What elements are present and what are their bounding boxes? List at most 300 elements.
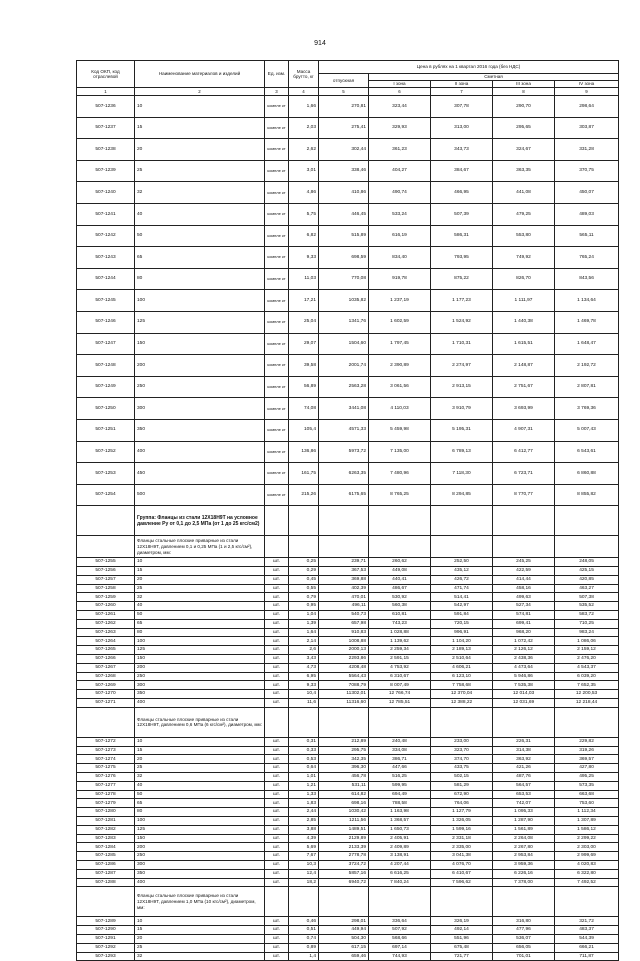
cell-unit: компле кт — [265, 419, 289, 441]
cell-mass: 3,88 — [289, 825, 319, 834]
cell-code: 507-1267 — [77, 663, 135, 672]
cell-name: 50 — [135, 611, 265, 620]
cell-name: 300 — [135, 860, 265, 869]
table-row — [77, 681, 619, 690]
cell-zone4: 666,21 — [555, 943, 619, 952]
cell-unit: шт. — [265, 934, 289, 943]
cell-code: 507-1290 — [77, 926, 135, 935]
cell-code: 507-1262 — [77, 619, 135, 628]
cell-zone2: 514,41 — [431, 593, 493, 602]
cell-zone4: 507,38 — [555, 593, 619, 602]
cell-name: 500 — [135, 484, 265, 506]
col-num: 9 — [555, 88, 619, 96]
cell-unit: шт. — [265, 869, 289, 878]
cell-release: 4571,33 — [319, 419, 369, 441]
cell-zone4: 369,57 — [555, 755, 619, 764]
cell-zone3: 2 438,36 — [493, 655, 555, 664]
cell-code: 507-1248 — [77, 355, 135, 377]
cell-release: 449,94 — [319, 926, 369, 935]
cell-mass: 161,75 — [289, 463, 319, 485]
cell-mass: 1,83 — [289, 799, 319, 808]
cell-code: 507-1284 — [77, 843, 135, 852]
cell-release: 496,11 — [319, 602, 369, 611]
cell-mass: 1,4 — [289, 952, 319, 961]
cell-unit: шт. — [265, 952, 289, 961]
cell-code: 507-1280 — [77, 808, 135, 817]
cell-release: 1504,60 — [319, 333, 369, 355]
header-release: отпускная — [319, 74, 369, 88]
table-row — [77, 376, 619, 398]
cell-unit: компле кт — [265, 96, 289, 118]
cell-release: 5857,16 — [319, 869, 369, 878]
cell-code: 507-1286 — [77, 860, 135, 869]
cell-zone4: 7 492,52 — [555, 878, 619, 887]
cell-zone2: 4 076,70 — [431, 860, 493, 869]
cell-zone4: 370,75 — [555, 160, 619, 182]
cell-release: 5973,72 — [319, 441, 369, 463]
table-row — [77, 611, 619, 620]
cell-zone4: 489,03 — [555, 203, 619, 225]
cell-zone4: 2 303,00 — [555, 843, 619, 852]
cell-zone1: 7 840,24 — [369, 878, 431, 887]
cell-code: 507-1249 — [77, 376, 135, 398]
cell-zone3: 363,35 — [493, 160, 555, 182]
cell-zone4: 843,56 — [555, 268, 619, 290]
cell-release: 11316,60 — [319, 699, 369, 708]
cell-mass: 2,03 — [289, 117, 319, 139]
table-row — [77, 952, 619, 961]
cell-name: 400 — [135, 878, 265, 887]
cell-empty — [369, 506, 431, 536]
cell-code: 507-1279 — [77, 799, 135, 808]
table-row — [77, 934, 619, 943]
cell-release: 1489,51 — [319, 825, 369, 834]
cell-zone1: 507,92 — [369, 926, 431, 935]
table-row — [77, 663, 619, 672]
cell-code: 507-1237 — [77, 117, 135, 139]
cell-code: 507-1285 — [77, 852, 135, 861]
cell-name: 32 — [135, 773, 265, 782]
cell-zone4: 565,11 — [555, 225, 619, 247]
table-row — [77, 790, 619, 799]
cell-code: 507-1268 — [77, 672, 135, 681]
cell-zone2: 492,14 — [431, 926, 493, 935]
cell-zone4: 535,52 — [555, 602, 619, 611]
col-num: 7 — [431, 88, 493, 96]
cell-zone3: 6 723,71 — [493, 463, 555, 485]
header-name: Наименование материалов и изделий — [135, 61, 265, 88]
cell-zone3: 441,08 — [493, 182, 555, 204]
table-row — [77, 333, 619, 355]
cell-mass: 0,51 — [289, 926, 319, 935]
cell-zone3: 2 751,67 — [493, 376, 555, 398]
cell-unit: шт. — [265, 943, 289, 952]
cell-code: 507-1241 — [77, 203, 135, 225]
cell-zone2: 2 274,97 — [431, 355, 493, 377]
cell-zone2: 426,72 — [431, 575, 493, 584]
cell-name: 40 — [135, 203, 265, 225]
cell-zone3: 324,67 — [493, 139, 555, 161]
cell-zone2: 875,22 — [431, 268, 493, 290]
cell-empty — [265, 707, 289, 737]
section-note-row — [77, 536, 619, 558]
cell-zone3: 487,76 — [493, 773, 555, 782]
cell-unit: шт. — [265, 699, 289, 708]
cell-name: 80 — [135, 808, 265, 817]
cell-zone4: 765,24 — [555, 247, 619, 269]
cell-empty — [493, 506, 555, 536]
cell-zone3: 290,70 — [493, 96, 555, 118]
cell-mass: 0,74 — [289, 934, 319, 943]
cell-mass: 0,31 — [289, 737, 319, 746]
cell-zone1: 12 785,51 — [369, 699, 431, 708]
cell-zone1: 329,93 — [369, 117, 431, 139]
cell-zone2: 7 596,62 — [431, 878, 493, 887]
cell-release: 338,46 — [319, 160, 369, 182]
cell-zone1: 1 163,98 — [369, 808, 431, 817]
cell-zone1: 490,74 — [369, 182, 431, 204]
cell-name: 350 — [135, 869, 265, 878]
cell-unit: шт. — [265, 628, 289, 637]
table-row — [77, 926, 619, 935]
cell-zone2: 3 910,79 — [431, 398, 493, 420]
cell-zone3: 479,25 — [493, 203, 555, 225]
cell-mass: 1,01 — [289, 773, 319, 782]
cell-mass: 0,79 — [289, 593, 319, 602]
cell-zone4: 2 159,12 — [555, 646, 619, 655]
cell-name: 25 — [135, 584, 265, 593]
cell-zone4: 663,68 — [555, 790, 619, 799]
cell-code: 507-1269 — [77, 681, 135, 690]
cell-name: 400 — [135, 699, 265, 708]
cell-code: 507-1254 — [77, 484, 135, 506]
header-price-title: Цена в рублях на 1 квартал 2016 года (без НДС) — [319, 61, 619, 74]
cell-mass: 2,14 — [289, 637, 319, 646]
cell-zone3: 2 953,84 — [493, 852, 555, 861]
cell-name: 20 — [135, 755, 265, 764]
table-row — [77, 843, 619, 852]
table-row — [77, 602, 619, 611]
table-row — [77, 203, 619, 225]
cell-mass: 25,04 — [289, 311, 319, 333]
cell-mass: 1,04 — [289, 611, 319, 620]
table-row — [77, 943, 619, 952]
cell-unit: шт. — [265, 655, 289, 664]
cell-zone1: 599,95 — [369, 781, 431, 790]
cell-zone2: 433,75 — [431, 764, 493, 773]
cell-zone4: 4 543,37 — [555, 663, 619, 672]
cell-zone3: 656,05 — [493, 943, 555, 952]
cell-zone1: 1 139,62 — [369, 637, 431, 646]
cell-zone1: 1 368,57 — [369, 817, 431, 826]
header-zone2: II зона — [431, 81, 493, 88]
table-row — [77, 860, 619, 869]
cell-zone4: 12 200,53 — [555, 690, 619, 699]
cell-empty — [77, 707, 135, 737]
cell-zone3: 3 959,36 — [493, 860, 555, 869]
cell-zone1: 7 480,96 — [369, 463, 431, 485]
cell-code: 507-1266 — [77, 655, 135, 664]
cell-unit: шт. — [265, 781, 289, 790]
cell-zone4: 544,39 — [555, 934, 619, 943]
cell-zone2: 502,15 — [431, 773, 493, 782]
cell-mass: 1,66 — [289, 96, 319, 118]
cell-empty — [555, 506, 619, 536]
col-num: 3 — [265, 88, 289, 96]
cell-mass: 18,2 — [289, 878, 319, 887]
cell-zone1: 447,66 — [369, 764, 431, 773]
cell-release: 470,01 — [319, 593, 369, 602]
cell-mass: 0,29 — [289, 567, 319, 576]
cell-release: 698,16 — [319, 799, 369, 808]
cell-empty — [431, 536, 493, 558]
cell-zone2: 6 410,67 — [431, 869, 493, 878]
cell-unit: шт. — [265, 926, 289, 935]
cell-unit: шт. — [265, 593, 289, 602]
cell-code: 507-1261 — [77, 611, 135, 620]
cell-zone3: 1 072,42 — [493, 637, 555, 646]
cell-release: 2129,89 — [319, 834, 369, 843]
cell-code: 507-1251 — [77, 419, 135, 441]
cell-zone3: 12 031,69 — [493, 699, 555, 708]
cell-mass: 11,03 — [289, 268, 319, 290]
cell-release: 698,59 — [319, 247, 369, 269]
cell-mass: 3,43 — [289, 655, 319, 664]
table-row — [77, 247, 619, 269]
cell-zone1: 1 797,45 — [369, 333, 431, 355]
cell-zone1: 8 765,25 — [369, 484, 431, 506]
cell-release: 1211,56 — [319, 817, 369, 826]
section-note: Фланцы стальные плоские приварные из стали 12Х18Н9Т, давлением 0,1 и 0,25 МПа (1 и 2,5 кгс/см²), диаметром, мм: — [135, 536, 265, 558]
cell-empty — [319, 707, 369, 737]
header-estimate: Сметная — [369, 74, 619, 81]
cell-name: 150 — [135, 333, 265, 355]
table-row — [77, 834, 619, 843]
cell-zone3: 226,31 — [493, 737, 555, 746]
cell-empty — [319, 887, 369, 917]
table-row — [77, 398, 619, 420]
cell-code: 507-1242 — [77, 225, 135, 247]
cell-code: 507-1256 — [77, 567, 135, 576]
cell-release: 11302,01 — [319, 690, 369, 699]
table-row — [77, 584, 619, 593]
table-row — [77, 746, 619, 755]
cell-code: 507-1283 — [77, 834, 135, 843]
cell-unit: шт. — [265, 558, 289, 567]
cell-name: 125 — [135, 311, 265, 333]
cell-zone4: 298,64 — [555, 96, 619, 118]
cell-code: 507-1243 — [77, 247, 135, 269]
cell-unit: компле кт — [265, 441, 289, 463]
cell-zone2: 2 331,18 — [431, 834, 493, 843]
cell-code: 507-1258 — [77, 584, 135, 593]
cell-zone4: 573,35 — [555, 781, 619, 790]
cell-mass: 29,07 — [289, 333, 319, 355]
cell-code: 507-1247 — [77, 333, 135, 355]
cell-zone1: 440,41 — [369, 575, 431, 584]
cell-name: 15 — [135, 746, 265, 755]
cell-unit: шт. — [265, 917, 289, 926]
cell-zone4: 583,72 — [555, 611, 619, 620]
cell-zone2: 7 758,68 — [431, 681, 493, 690]
cell-mass: 215,26 — [289, 484, 319, 506]
cell-mass: 0,95 — [289, 602, 319, 611]
cell-mass: 105,4 — [289, 419, 319, 441]
cell-zone3: 968,20 — [493, 628, 555, 637]
cell-code: 507-1253 — [77, 463, 135, 485]
cell-zone2: 384,67 — [431, 160, 493, 182]
cell-unit: шт. — [265, 799, 289, 808]
cell-release: 2778,78 — [319, 852, 369, 861]
cell-unit: компле кт — [265, 203, 289, 225]
cell-code: 507-1292 — [77, 943, 135, 952]
cell-zone1: 4 753,92 — [369, 663, 431, 672]
cell-zone1: 919,78 — [369, 268, 431, 290]
cell-zone2: 2 510,64 — [431, 655, 493, 664]
cell-zone1: 744,93 — [369, 952, 431, 961]
cell-unit: компле кт — [265, 139, 289, 161]
cell-zone2: 1 599,16 — [431, 825, 493, 834]
cell-unit: компле кт — [265, 484, 289, 506]
cell-zone2: 675,48 — [431, 943, 493, 952]
cell-zone3: 826,70 — [493, 268, 555, 290]
cell-name: 10 — [135, 917, 265, 926]
cell-unit: компле кт — [265, 376, 289, 398]
cell-zone1: 1 237,19 — [369, 290, 431, 312]
cell-mass: 136,86 — [289, 441, 319, 463]
cell-mass: 17,21 — [289, 290, 319, 312]
cell-name: 80 — [135, 268, 265, 290]
cell-zone1: 7 135,00 — [369, 441, 431, 463]
cell-zone1: 3 061,56 — [369, 376, 431, 398]
cell-unit: компле кт — [265, 333, 289, 355]
cell-unit: компле кт — [265, 225, 289, 247]
cell-release: 540,73 — [319, 611, 369, 620]
cell-empty — [431, 887, 493, 917]
cell-zone2: 2 189,13 — [431, 646, 493, 655]
cell-unit: шт. — [265, 637, 289, 646]
table-row — [77, 917, 619, 926]
cell-zone2: 551,96 — [431, 934, 493, 943]
cell-code: 507-1281 — [77, 817, 135, 826]
cell-empty — [265, 536, 289, 558]
cell-unit: шт. — [265, 567, 289, 576]
cell-release: 659,46 — [319, 952, 369, 961]
cell-zone3: 653,53 — [493, 790, 555, 799]
cell-zone1: 694,49 — [369, 790, 431, 799]
cell-empty — [493, 707, 555, 737]
table-row — [77, 117, 619, 139]
cell-zone2: 2 913,15 — [431, 376, 493, 398]
cell-zone3: 699,41 — [493, 619, 555, 628]
cell-name: 15 — [135, 926, 265, 935]
cell-empty — [289, 506, 319, 536]
cell-name: 100 — [135, 637, 265, 646]
cell-name: 50 — [135, 790, 265, 799]
cell-unit: компле кт — [265, 117, 289, 139]
cell-release: 4208,48 — [319, 663, 369, 672]
cell-empty — [555, 707, 619, 737]
cell-empty — [77, 506, 135, 536]
cell-zone3: 4 907,31 — [493, 419, 555, 441]
cell-zone4: 6 543,61 — [555, 441, 619, 463]
cell-zone2: 233,00 — [431, 737, 493, 746]
cell-release: 6940,72 — [319, 878, 369, 887]
cell-code: 507-1250 — [77, 398, 135, 420]
cell-zone4: 1 086,06 — [555, 637, 619, 646]
page-number: 914 — [314, 40, 326, 47]
cell-zone2: 323,70 — [431, 746, 493, 755]
cell-zone4: 1 469,78 — [555, 311, 619, 333]
table-row — [77, 441, 619, 463]
cell-code: 507-1236 — [77, 96, 135, 118]
cell-zone3: 1 615,51 — [493, 333, 555, 355]
table-row — [77, 637, 619, 646]
table-row — [77, 808, 619, 817]
cell-zone3: 6 226,16 — [493, 869, 555, 878]
cell-code: 507-1264 — [77, 637, 135, 646]
cell-empty — [555, 536, 619, 558]
cell-zone1: 386,71 — [369, 755, 431, 764]
cell-zone3: 421,26 — [493, 764, 555, 773]
cell-name: 100 — [135, 290, 265, 312]
cell-zone2: 672,90 — [431, 790, 493, 799]
cell-zone4: 483,37 — [555, 926, 619, 935]
cell-mass: 4,39 — [289, 834, 319, 843]
cell-zone2: 507,39 — [431, 203, 493, 225]
cell-zone4: 2 999,69 — [555, 852, 619, 861]
header-zone1: I зона — [369, 81, 431, 88]
cell-code: 507-1270 — [77, 690, 135, 699]
cell-mass: 9,33 — [289, 681, 319, 690]
cell-zone3: 499,63 — [493, 593, 555, 602]
cell-name: 50 — [135, 225, 265, 247]
cell-zone4: 710,25 — [555, 619, 619, 628]
cell-zone3: 422,59 — [493, 567, 555, 576]
cell-name: 80 — [135, 628, 265, 637]
table-row — [77, 764, 619, 773]
cell-code: 507-1246 — [77, 311, 135, 333]
cell-zone1: 533,24 — [369, 203, 431, 225]
cell-zone2: 1 177,23 — [431, 290, 493, 312]
cell-zone1: 4 110,03 — [369, 398, 431, 420]
cell-name: 250 — [135, 672, 265, 681]
cell-name: 32 — [135, 182, 265, 204]
cell-zone3: 414,44 — [493, 575, 555, 584]
cell-unit: компле кт — [265, 398, 289, 420]
cell-zone4: 420,85 — [555, 575, 619, 584]
cell-zone4: 495,25 — [555, 773, 619, 782]
cell-empty — [77, 536, 135, 558]
cell-unit: компле кт — [265, 268, 289, 290]
cell-name: 25 — [135, 943, 265, 952]
cell-name: 350 — [135, 419, 265, 441]
table-row — [77, 484, 619, 506]
cell-code: 507-1272 — [77, 737, 135, 746]
cell-zone2: 1 710,31 — [431, 333, 493, 355]
cell-zone4: 2 299,22 — [555, 834, 619, 843]
cell-zone2: 471,74 — [431, 584, 493, 593]
cell-zone2: 764,06 — [431, 799, 493, 808]
cell-name: 25 — [135, 764, 265, 773]
cell-name: 300 — [135, 398, 265, 420]
cell-zone2: 2 335,00 — [431, 843, 493, 852]
cell-zone3: 564,57 — [493, 781, 555, 790]
table-row — [77, 225, 619, 247]
cell-zone4: 248,05 — [555, 558, 619, 567]
table-row — [77, 593, 619, 602]
cell-code: 507-1289 — [77, 917, 135, 926]
